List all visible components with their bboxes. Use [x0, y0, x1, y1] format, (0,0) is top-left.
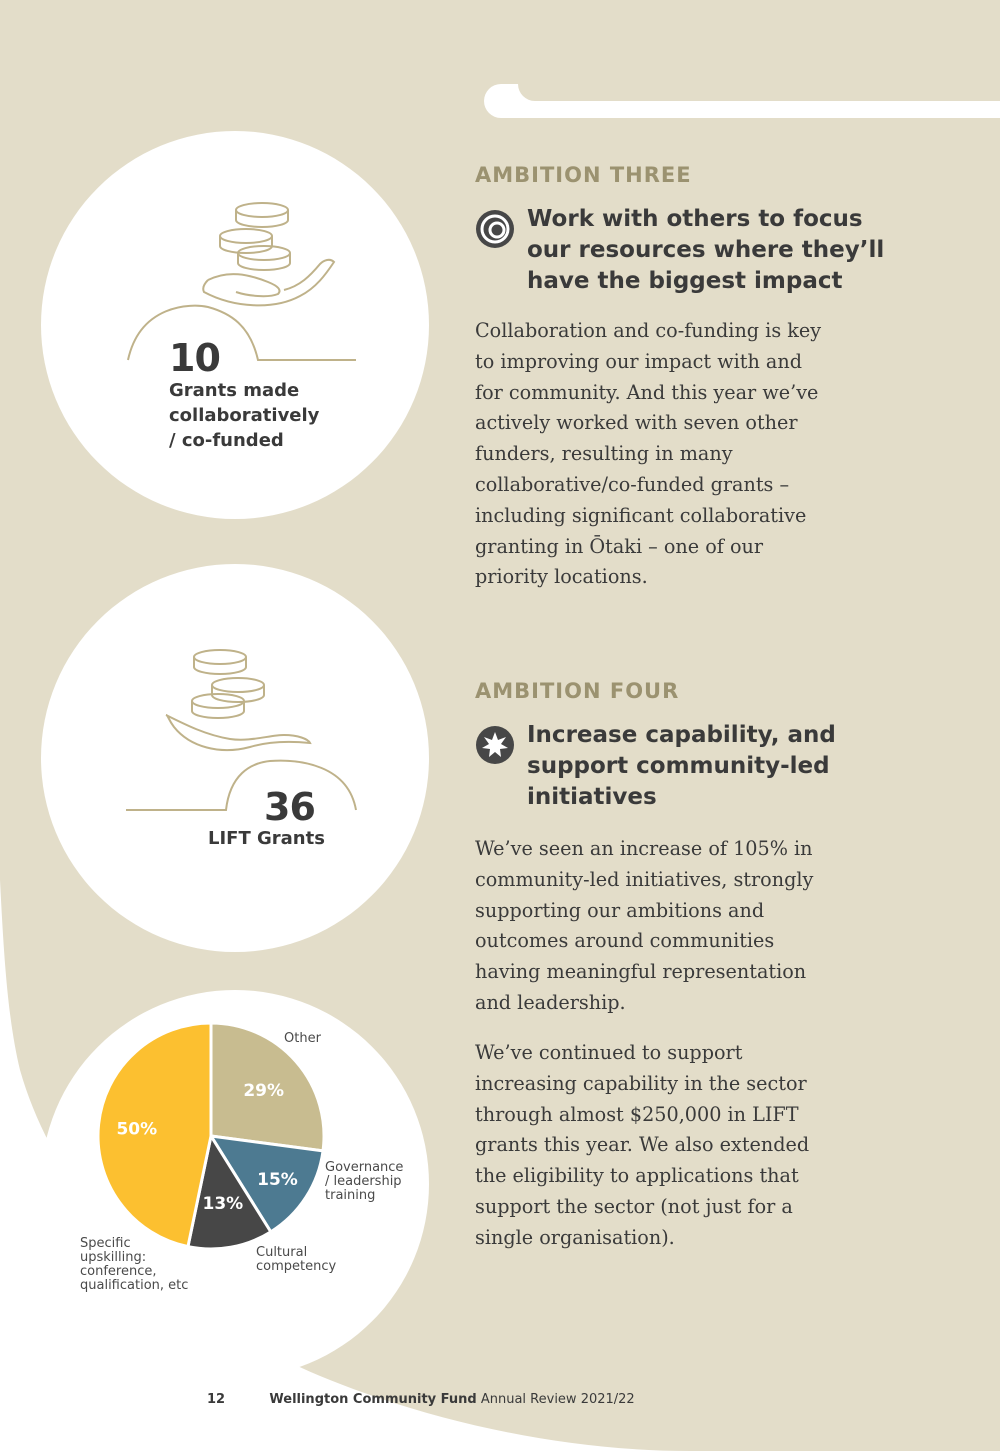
pie-pct-specific: 50% — [116, 1119, 158, 1140]
star-burst-icon — [475, 725, 515, 765]
pie-label-line: training — [325, 1188, 376, 1203]
ambition-three-title: Work with others to focus our resources where they’ll have the biggest impact — [527, 206, 885, 294]
ambition-four-tag: AMBITION FOUR — [475, 679, 680, 703]
ambition-four-title: Increase capability, and support community-led initiatives — [527, 722, 836, 810]
stat-label-line: collaboratively — [169, 405, 320, 426]
pie-label-specific — [80, 1237, 188, 1293]
pie-pct-governance: 15% — [257, 1169, 298, 1190]
pie-label-cultural — [256, 1246, 336, 1274]
page-footer — [207, 1392, 635, 1407]
target-icon — [475, 209, 515, 249]
pie-label-line: Cultural — [256, 1245, 308, 1260]
pie-label-line: competency — [256, 1259, 337, 1274]
ambition-four-paragraph-2: We’ve continued to support increasing capability in the sector through almost $250,000 in LIFT grants this year. We also extended the eligibility to applications that support the sector (not just for a single organisation). — [475, 1041, 810, 1249]
pie-label-governance — [325, 1161, 403, 1203]
pie-label-line: conference, — [80, 1264, 157, 1279]
pie-label-line: Specific — [80, 1236, 131, 1251]
ambition-four-paragraph-1: We’ve seen an increase of 105% in community-led initiatives, strongly supporting our ambitions and outcomes around communities having meaningful representation and leadership. — [475, 837, 814, 1014]
stat-label-line: LIFT Grants — [208, 828, 325, 849]
ambition-three-paragraph: Collaboration and co-funding is key to improving our impact with and for community. And this year we’ve actively worked with seven other funders, resulting in many collaborative/co-funded grants – including significant collaborative granting in Ōtaki – one of our priority locations. — [475, 319, 822, 589]
footer-doc: Annual Review 2021/22 — [480, 1392, 635, 1407]
pie-label-line: Other — [284, 1031, 321, 1046]
page-number: 12 — [207, 1392, 226, 1407]
pie-label-line: qualification, etc — [80, 1278, 189, 1293]
pie-label-line: Governance — [325, 1160, 404, 1175]
pie-pct-cultural: 13% — [202, 1193, 244, 1214]
stat-label-line: Grants made — [169, 380, 300, 401]
stat-label-line: / co-funded — [169, 430, 284, 451]
stat-number-collaborative: 10 — [169, 336, 220, 380]
pie-pct-other: 29% — [243, 1080, 285, 1101]
stat-number-lift: 36 — [264, 785, 315, 829]
pie-label-other — [284, 1032, 321, 1046]
pie-label-line: upskilling: — [80, 1250, 147, 1265]
ambition-three-tag: AMBITION THREE — [475, 163, 692, 187]
pie-label-line: / leadership — [325, 1174, 402, 1189]
footer-org: Wellington Community Fund — [269, 1392, 477, 1407]
